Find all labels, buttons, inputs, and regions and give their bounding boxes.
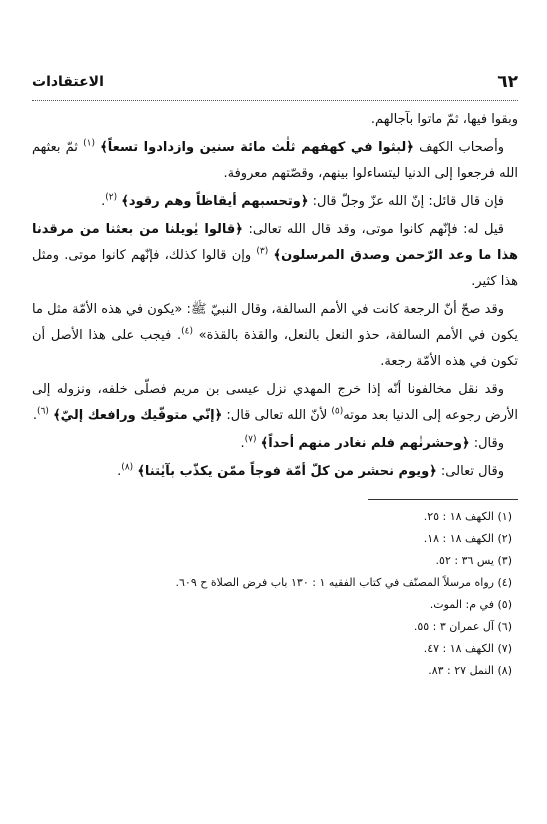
footnote: (٨) النمل ٢٧ : ٨٣. (428, 664, 512, 677)
paragraph-text: . (101, 194, 106, 209)
footnote-ref: (٧) (244, 434, 257, 445)
page-number: ٦٢ (497, 72, 518, 92)
quran-quote: ﴿وتحسبهم أيقاظاً وهم رقود﴾ (121, 194, 309, 209)
main-text (32, 107, 518, 485)
footnote-ref: (٦) (37, 406, 49, 417)
paragraph-text: وأصحاب الكهف (413, 140, 504, 155)
paragraph-text: فإن قال قائل: إنّ الله عزّ وجلّ قال: (308, 194, 504, 209)
quran-quote: ﴿قالوا يٰويلنا من بعثنا من مرقدنا هذا ما وعد الرّحمن وصدق المرسلون﴾ (32, 222, 519, 263)
paragraph (32, 189, 518, 215)
paragraph (32, 377, 518, 429)
book-page (32, 72, 518, 682)
footnote: (٢) الكهف ١٨ : ١٨. (423, 532, 512, 545)
paragraph-text: قيل له: فإنّهم كانوا موتى، وقد قال الله تعالى: (242, 222, 504, 237)
footnote: (٧) الكهف ١٨ : ٤٧. (423, 642, 512, 655)
footnote-separator (368, 499, 518, 500)
paragraph (32, 217, 518, 295)
paragraph-text: . (240, 436, 245, 451)
paragraph (32, 107, 518, 133)
footnote-ref: (٣) (256, 246, 269, 257)
paragraph-text: وإن قالوا كذلك، فإنّهم كانوا موتى. ومثل هذا كثير. (32, 248, 518, 289)
paragraph-text: ثمّ بعثهم الله فرجعوا إلى الدنيا ليتساءلوا بينهم، وقصّتهم معروفة. (32, 140, 518, 181)
footnote: (١) الكهف ١٨ : ٢٥. (423, 510, 512, 523)
page-header (32, 72, 518, 101)
footnote: (٤) رواه مرسلاً المصنّف في كتاب الفقيه ١ : ١٣٠ باب فرض الصلاة ح ٦٠٩. (175, 576, 512, 589)
footnote: (٥) في م: الموت. (429, 598, 512, 611)
footnote: (٣) يس ٣٦ : ٥٢. (435, 554, 512, 567)
footnote: (٦) آل عمران ٣ : ٥٥. (413, 620, 512, 633)
paragraph-text: وقال: (469, 436, 504, 451)
quran-quote: ﴿وحشرنٰهم فلم نغادر منهم أحداً﴾ (260, 436, 470, 451)
paragraph-text: لأنّ الله تعالى قال: (222, 408, 332, 423)
footnotes (32, 506, 518, 682)
quran-quote: ﴿إنّي متوفّيك ورافعك إليّ﴾ (53, 408, 223, 423)
quran-quote: ﴿لبثوا في كهفهم ثلٰث مائة سنين وازدادوا تسعاً﴾ (100, 140, 414, 155)
paragraph-text: . (32, 408, 38, 423)
footnote-ref: (١) (83, 138, 95, 149)
paragraph-text: وقد نقل مخالفونا أنّه إذا خرج المهدي نزل عيسى بن مريم فصلّى خلفه، ونزوله إلى الأرض رجوعه إلى الدنيا بعد موته (32, 382, 518, 423)
quran-quote: ﴿ويوم نحشر من كلّ أمّة فوجاً ممّن يكذّب بآيٰتنا﴾ (137, 464, 437, 479)
footnote-ref: (٤) (181, 326, 193, 337)
paragraph (32, 459, 518, 485)
paragraph-text: وبقوا فيها، ثمّ ماتوا بآجالهم. (370, 112, 518, 127)
footnote-ref: (٥) (331, 406, 344, 417)
paragraph-text: . (117, 464, 122, 479)
paragraph-text: . فيجب على هذا الأصل أن تكون في هذه الأمّة رجعة. (32, 328, 518, 369)
paragraph (32, 297, 518, 375)
footnote-ref: (٢) (105, 192, 118, 203)
paragraph (32, 431, 518, 457)
paragraph-text: وقال تعالى: (436, 464, 504, 479)
running-section-title: الاعتقادات (32, 74, 104, 90)
footnote-ref: (٨) (121, 462, 134, 473)
paragraph (32, 135, 518, 187)
paragraph-text: وقد صحّ أنّ الرجعة كانت في الأمم السالفة، وقال النبيّ ﷺ: «يكون في هذه الأمّة مثل ما يكون في الأمم السالفة، حذو النعل بالنعل، والقذة بالقذة» (32, 302, 519, 343)
